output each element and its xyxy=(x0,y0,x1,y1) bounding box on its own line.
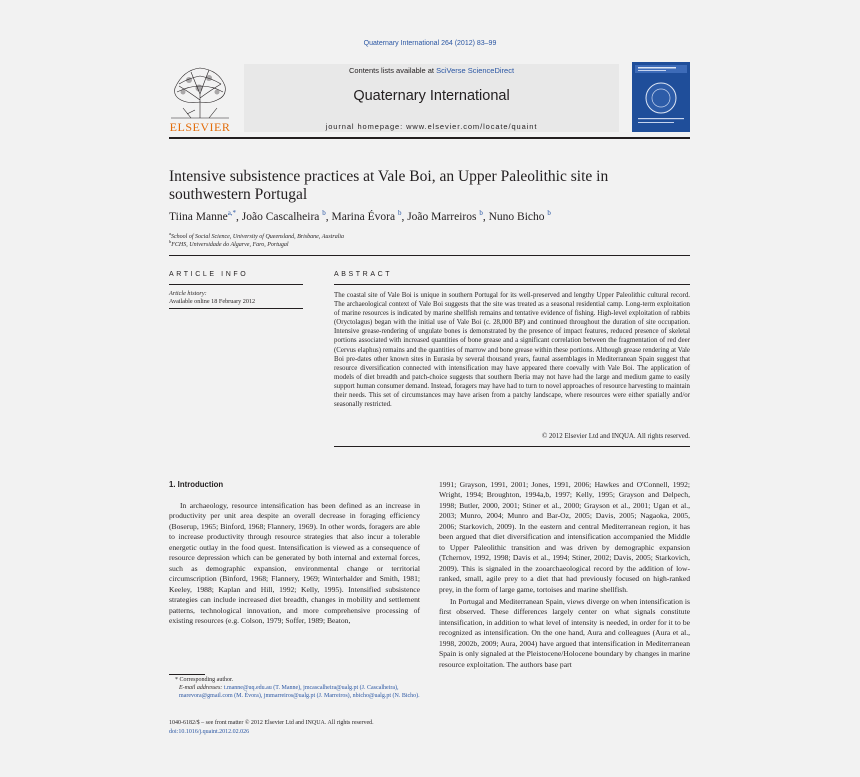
paragraph: In Portugal and Mediterranean Spain, views diverge on when intensification is first observed. These differences largely center on what signals constitute intensification, in addition to what level of intensity is needed, in order for it to be recognized as intensification. On the one hand, Aura and colleagues (Aura et al., 1998, 2002b, 2009; Aura, 2004) have argued that intensification in Mediterranean Spain is only signaled at the Pleistocene/Holocene boundary by changes in marine resource exploitation. The authors base part xyxy=(439,596,690,669)
author-name: Nuno Bicho xyxy=(488,210,545,223)
article-info-rule xyxy=(169,284,303,285)
email-addresses[interactable]: t.manne@uq.edu.au (T. Manne), jmcascalheira@ualg.pt (J. Cascalheira), marevora@gmail.com (M. Évora), jmmarreiros@ualg.pt (J. Marreiros), nbicho@ualg.pt (N. Bicho). xyxy=(179,685,420,699)
author-list: Tiina Manne$^{a,*}$, João Cascalheira $^b$, Marina Évora $^b$, João Marreiros $^b$, Nuno Bicho $^b$ xyxy=(169,209,551,223)
author-name: João Cascalheira xyxy=(241,210,320,223)
issn-line: 1040-6182/$ – see front matter © 2012 Elsevier Ltd and INQUA. All rights reserved. xyxy=(169,720,374,726)
footnote xyxy=(169,676,420,700)
author-affiliation-marker[interactable]: b xyxy=(397,209,402,217)
section-heading: 1. Introduction xyxy=(169,480,224,489)
author-name: João Marreiros xyxy=(407,210,477,223)
author-name: Marina Évora xyxy=(331,210,396,223)
header-rule xyxy=(169,137,690,139)
author-affiliation-marker[interactable]: b xyxy=(479,209,483,217)
journal-homepage[interactable]: journal homepage: www.elsevier.com/locate/quaint xyxy=(325,122,538,131)
publisher-wordmark: ELSEVIER xyxy=(169,120,231,134)
journal-citation[interactable]: Quaternary International 264 (2012) 83–99 xyxy=(363,40,497,47)
article-history-value: Available online 18 February 2012 xyxy=(169,298,256,305)
abstract-heading: ABSTRACT xyxy=(334,271,393,278)
contents-availability xyxy=(244,66,619,75)
journal-name: Quaternary International xyxy=(353,88,510,104)
article-title: Intensive subsistence practices at Vale Boi, an Upper Paleolithic site in southwestern Portugal xyxy=(169,168,609,203)
sciencedirect-link[interactable]: SciVerse ScienceDirect xyxy=(436,66,515,75)
abstract-rule xyxy=(334,284,690,285)
contents-prefix: Contents lists available at xyxy=(348,66,434,75)
article-info-bottom-rule xyxy=(169,308,303,309)
corresponding-author-note: * Corresponding author. xyxy=(175,677,234,683)
abstract-bottom-rule xyxy=(334,446,690,447)
issn-info xyxy=(169,719,429,736)
author-affiliation-marker[interactable]: b xyxy=(547,209,551,217)
article-history-label: Article history: xyxy=(169,290,207,297)
author-name: Tiina Manne xyxy=(169,210,228,223)
abstract-text: The coastal site of Vale Boi is unique in southern Portugal for its well-preserved and lengthy Upper Paleolithic cultural record. The archaeological context of Vale Boi suggests that the site was treated as a seasonal residential camp. Long-term exploitation of marine resources is indicated by marine shellfish remains and tentative evidence of fishing. High-level exploitation of rabbits (Oryctolagus) began with the initial use of Vale Boi (c. 28,000 BP) and continued throughout the duration of site occupation. Intensive grease-rendering of ungulate bones is demonstrated by the presence of impact features, reduced presence of skeletal portions associated with increased quantities of bone grease and a significant correlation between the fragmentation of red deer (Cervus elaphus) remains and the quantities of marrow and bone grease within these portions. Although grease rendering at Vale Boi pre-dates other known sites in Eurasia by several thousand years, faunal assemblages in Mediterranean Spain suggest that resource diversification connected with intensification may have appeared there coevally with Vale Boi. The application of models of diet breadth and patch-choice suggests that southern Iberia may not have had the large and medium game to easily support human consumer demand. Instead, foragers may have had to turn to novel approaches of resource harvesting to maintain their needs. This set of circumstances may have arisen from a patchy landscape, where resources were either spatially and/or seasonally restricted. xyxy=(334,292,690,409)
paragraph: In archaeology, resource intensification has been defined as an increase in productivity per unit area despite an overall decrease in foraging efficiency (Boserup, 1965; Binford, 1968; Flannery, 1969). In other words, foragers are able to increase productivity through resource strategies that also incur a tolerable energetic outlay in the food quest. Intensification is viewed as a consequence of resource depression which can be generated by both internal and external forces, such as demographic expansion, environmental change or territorial circumscription (Binford, 1968; Flannery, 1969; Winterhalder and Smith, 1981; Keeley, 1988; Kaplan and Hill, 1992; Kelly, 1995). Intensified subsistence strategies can include increased diet breadth, changes in mobility and settlement patterns, technological innovation, and more comprehensive processing of existing resources (e.g. Colson, 1979; Soffer, 1989; Beaton, xyxy=(169,501,420,625)
affiliation: $^b$FCHS, Universidade do Algarve, Faro, Portugal xyxy=(169,239,289,248)
author-affiliation-marker[interactable]: a,* xyxy=(227,209,237,217)
email-label: E-mail addresses: xyxy=(179,685,223,691)
affiliation: $^a$School of Social Science, University of Queensland, Brisbane, Australia xyxy=(169,231,345,240)
body-column-left xyxy=(169,501,420,626)
article-info-heading: ARTICLE INFO xyxy=(169,271,249,278)
footnote-rule xyxy=(169,674,205,675)
body-column-right xyxy=(439,480,690,670)
journal-cover-image xyxy=(632,62,690,132)
doi-link[interactable]: doi:10.1016/j.quaint.2012.02.026 xyxy=(169,728,250,735)
title-rule xyxy=(169,255,690,256)
author-affiliation-marker[interactable]: b xyxy=(322,209,326,217)
abstract-copyright: © 2012 Elsevier Ltd and INQUA. All rights reserved. xyxy=(542,433,690,440)
paragraph: 1991; Grayson, 1991, 2001; Jones, 1991, 2006; Hawkes and O'Connell, 1992; Wright, 1994; Broughton, 1994a,b, 1997; Kelly, 1995; Grayson and Delpech, 1998; Butler, 2000, 2001; Stiner et al., 2000; Grayson et al., 2001; Ugan et al., 2003; Munro, 2004; Munro and Bar-Oz, 2005; Davis, 2005; Nagaoka, 2005, 2006; Starkovich, 2009). In the eastern and central Mediterranean region, it has been argued that diet diversification and intensification accompanied the Middle to Upper Paleolithic transition and was driven by demographic expansion (Tchernov, 1992, 1998; Davis et al., 1994; Stiner, 2002; Davis, 2005; Starkovich, 2009). This is signaled in the zooarchaeological record by the addition of low-ranked, small, agile prey to a diet that had previously focused on high-ranked prey, in the form of large game, tortoises and marine shellfish. xyxy=(439,480,690,594)
